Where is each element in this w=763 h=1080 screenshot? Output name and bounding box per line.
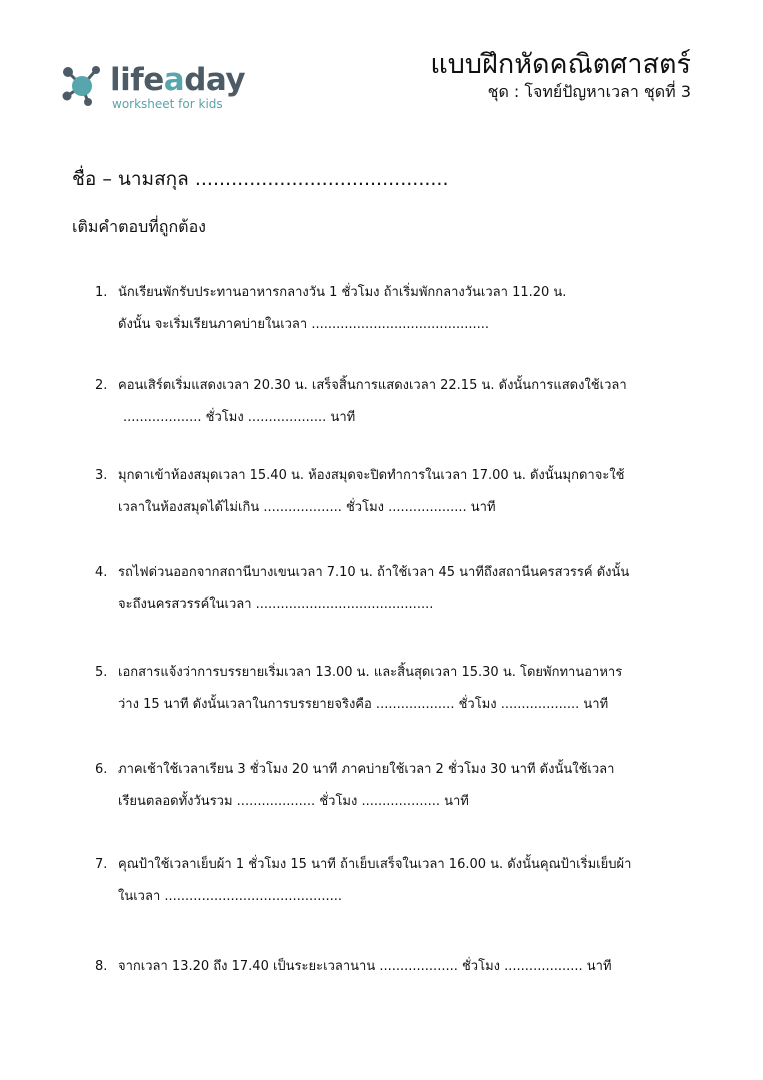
question-number: 4.: [95, 565, 108, 580]
logo-word-part-1: life: [110, 62, 164, 98]
question-text-line-1: ภาคเช้าใช้เวลาเรียน 3 ชั่วโมง 20 นาที ภาคบ่ายใช้เวลา 2 ชั่วโมง 30 นาที ดังนั้นใช้เวลา: [118, 762, 615, 777]
question-number: 7.: [95, 857, 108, 872]
logo-word-part-2: a: [163, 62, 185, 98]
question-number: 8.: [95, 959, 108, 974]
question-answer-line: จะถึงนครสวรรค์ในเวลา ...........................................: [118, 597, 434, 612]
question-answer-line: ดังนั้น จะเริ่มเรียนภาคบ่ายในเวลา ...........................................: [118, 317, 490, 332]
question-text-line-1: มุกดาเข้าห้องสมุดเวลา 15.40 น. ห้องสมุดจะปิดทำการในเวลา 17.00 น. ดังนั้นมุกดาจะใช้: [118, 468, 625, 483]
question-text-line-1: คอนเสิร์ตเริ่มแสดงเวลา 20.30 น. เสร็จสิ้นการแสดงเวลา 22.15 น. ดังนั้นการแสดงใช้เวลา: [118, 378, 627, 393]
student-name-line: ชื่อ – นามสกุล ..........................................: [72, 168, 449, 190]
question-text-line-1: รถไฟด่วนออกจากสถานีบางเขนเวลา 7.10 น. ถ้าใช้เวลา 45 นาทีถึงสถานีนครสวรรค์ ดังนั้น: [118, 565, 630, 580]
question-answer-line: ว่าง 15 นาที ดังนั้นเวลาในการบรรยายจริงคือ ................... ชั่วโมง ................... นาที: [118, 697, 609, 712]
logo-tagline: worksheet for kids: [112, 97, 223, 111]
question-text-line-1: นักเรียนพักรับประทานอาหารกลางวัน 1 ชั่วโมง ถ้าเริ่มพักกลางวันเวลา 11.20 น.: [118, 285, 567, 300]
lifeaday-logo: [58, 60, 248, 114]
worksheet-title: แบบฝึกหัดคณิตศาสตร์: [430, 49, 691, 80]
question-answer-line: ในเวลา ...........................................: [118, 889, 343, 904]
question-text-line-1: เอกสารแจ้งว่าการบรรยายเริ่มเวลา 13.00 น. และสิ้นสุดเวลา 15.30 น. โดยพักทานอาหาร: [118, 665, 623, 680]
question-number: 5.: [95, 665, 108, 680]
question-answer-line: ................... ชั่วโมง ................... นาที: [123, 410, 356, 425]
question-text-line-1: คุณป้าใช้เวลาเย็บผ้า 1 ชั่วโมง 15 นาที ถ้าเย็บเสร็จในเวลา 16.00 น. ดังนั้นคุณป้าเริ่มเย็บผ้า: [118, 857, 632, 872]
question-number: 6.: [95, 762, 108, 777]
question-number: 3.: [95, 468, 108, 483]
question-number: 1.: [95, 285, 108, 300]
worksheet-subtitle: ชุด : โจทย์ปัญหาเวลา ชุดที่ 3: [487, 82, 691, 101]
question-text-line-1: จากเวลา 13.20 ถึง 17.40 เป็นระยะเวลานาน ................... ชั่วโมง ................... นาที: [118, 959, 612, 974]
question-number: 2.: [95, 378, 108, 393]
logo-word-part-3: day: [184, 62, 246, 98]
question-answer-line: เรียนตลอดทั้งวันรวม ................... ชั่วโมง ................... นาที: [118, 794, 469, 809]
logo-wordmark: [110, 62, 245, 98]
molecule-logo-icon: [58, 60, 106, 110]
question-answer-line: เวลาในห้องสมุดได้ไม่เกิน ................... ชั่วโมง ................... นาที: [118, 500, 496, 515]
instruction-text: เติมคำตอบที่ถูกต้อง: [72, 217, 206, 236]
